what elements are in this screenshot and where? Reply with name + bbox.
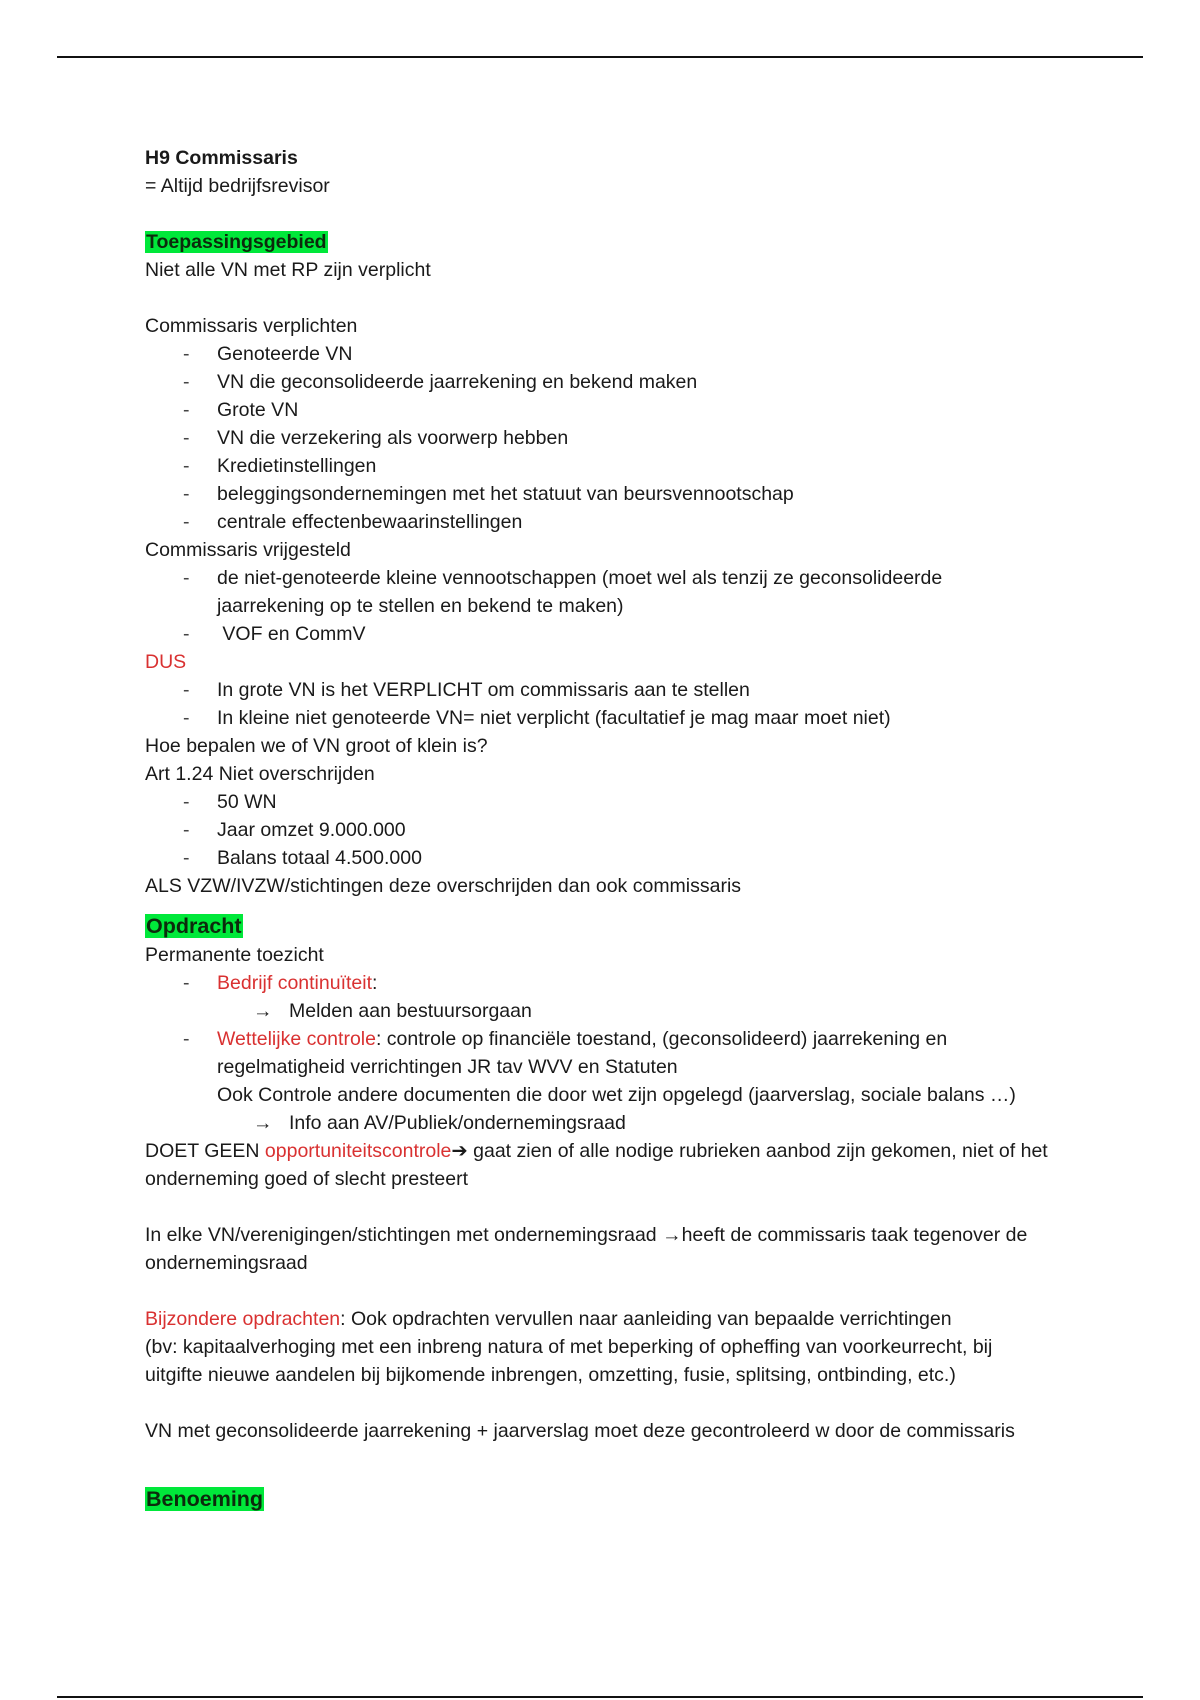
bijzondere-example: (bv: kapitaalverhoging met een inbreng natura of met beperking of opheffing van voorkeurrecht, bij uitgifte nieuwe aandelen bij bijkomende inbrengen, omzetting, fusie, splitsing, ontbinding, etc.) — [145, 1336, 993, 1386]
page-subtitle: = Altijd bedrijfsrevisor — [145, 175, 330, 197]
list-item: - VOF en CommV — [145, 620, 1065, 648]
arrow-right-icon: → — [253, 1000, 273, 1022]
list-item — [145, 969, 1065, 997]
vrijgesteld-list — [145, 564, 1065, 648]
list-item: - VN die verzekering als voorwerp hebben — [145, 424, 1065, 452]
continuiteit-label: Bedrijf continuïteit — [217, 972, 373, 994]
verplicht-list — [145, 340, 1065, 536]
controle-label: Wettelijke controle — [217, 1028, 376, 1050]
arrow-right-icon: → — [253, 1112, 273, 1134]
list-item: - Genoteerde VN — [145, 340, 1065, 368]
art-list — [145, 788, 1065, 872]
continuiteit-sub-text: Melden aan bestuursorgaan — [289, 1000, 532, 1022]
art-label: Art 1.24 Niet overschrijden — [145, 763, 375, 785]
list-item — [145, 1025, 977, 1081]
verplicht-label: Commissaris verplichten — [145, 315, 358, 337]
list-item: - In kleine niet genoteerde VN= niet verplicht (facultatief je mag maar moet niet) — [145, 704, 1065, 732]
opportuniteitscontrole-label: opportuniteitscontrole — [264, 1140, 452, 1162]
colon: : — [372, 972, 378, 994]
list-item: - 50 WN — [145, 788, 1065, 816]
opdracht-intro: Permanente toezicht — [145, 944, 324, 966]
list-item: - Grote VN — [145, 396, 1065, 424]
list-item: - In grote VN is het VERPLICHT om commissaris aan te stellen — [145, 676, 1065, 704]
controle-text: : controle op financiële toestand, (geconsolideerd) jaarrekening en regelmatigheid verrichtingen JR tav WVV en Statuten — [217, 1028, 948, 1078]
doet-rest: gaat zien of alle nodige rubrieken aanbod zijn gekomen, niet of het onderneming goed of slecht presteert — [145, 1140, 1048, 1190]
list-item: - de niet-genoteerde kleine vennootschappen (moet wel als tenzij ze geconsolideerde jaarrekening op te stellen en bekend te maken) — [145, 564, 957, 620]
or-rest: heeft de commissaris taak tegenover de ondernemingsraad — [145, 1224, 1028, 1274]
vrijgesteld-label: Commissaris vrijgesteld — [145, 539, 351, 561]
bijzondere-opdrachten — [145, 1305, 1065, 1333]
toepassing-intro: Niet alle VN met RP zijn verplicht — [145, 259, 431, 281]
list-item: - beleggingsondernemingen met het statuut van beursvennootschap — [145, 480, 1065, 508]
controle-sub-text: Info aan AV/Publiek/ondernemingsraad — [289, 1112, 626, 1134]
list-item: - VN die geconsolideerde jaarrekening en bekend maken — [145, 368, 1065, 396]
bold-arrow-icon: ➔ — [451, 1140, 468, 1162]
groot-klein-question: Hoe bepalen we of VN groot of klein is? — [145, 735, 488, 757]
heading-opdracht: Opdracht — [146, 914, 242, 938]
arrow-right-icon: → — [662, 1224, 682, 1246]
bijzondere-text: : Ook opdrachten vervullen naar aanleiding van bepaalde verrichtingen — [340, 1308, 952, 1330]
list-item: - Kredietinstellingen — [145, 452, 1065, 480]
doet-geen-paragraph — [145, 1137, 1055, 1193]
opdracht-list — [145, 969, 1065, 997]
doet-prefix: DOET GEEN — [145, 1140, 265, 1162]
list-item: - Balans totaal 4.500.000 — [145, 844, 1065, 872]
bottom-rule — [57, 1696, 1143, 1698]
heading-benoeming: Benoeming — [146, 1487, 264, 1511]
list-item: - Jaar omzet 9.000.000 — [145, 816, 1065, 844]
heading-toepassingsgebied: Toepassingsgebied — [146, 231, 327, 253]
or-prefix: In elke VN/verenigingen/stichtingen met ondernemingsraad — [145, 1224, 663, 1246]
list-item: - centrale effectenbewaarinstellingen — [145, 508, 1065, 536]
continuiteit-sub — [145, 997, 1065, 1025]
dus-list — [145, 676, 1065, 732]
dus-label: DUS — [145, 651, 187, 673]
bijzondere-label: Bijzondere opdrachten — [145, 1308, 341, 1330]
controle-list — [145, 1025, 1065, 1081]
geconsolideerd-note: VN met geconsolideerde jaarrekening + jaarverslag moet deze gecontroleerd w door de commissaris — [145, 1420, 1015, 1442]
controle-sub — [145, 1109, 1065, 1137]
ondernemingsraad-paragraph — [145, 1221, 1055, 1277]
page-title: H9 Commissaris — [145, 147, 298, 169]
controle-extra: Ook Controle andere documenten die door wet zijn opgelegd (jaarverslag, sociale balans …) — [217, 1084, 1016, 1106]
top-rule — [57, 56, 1143, 58]
vzw-note: ALS VZW/IVZW/stichtingen deze overschrijden dan ook commissaris — [145, 875, 742, 897]
document-body — [145, 144, 1065, 1514]
